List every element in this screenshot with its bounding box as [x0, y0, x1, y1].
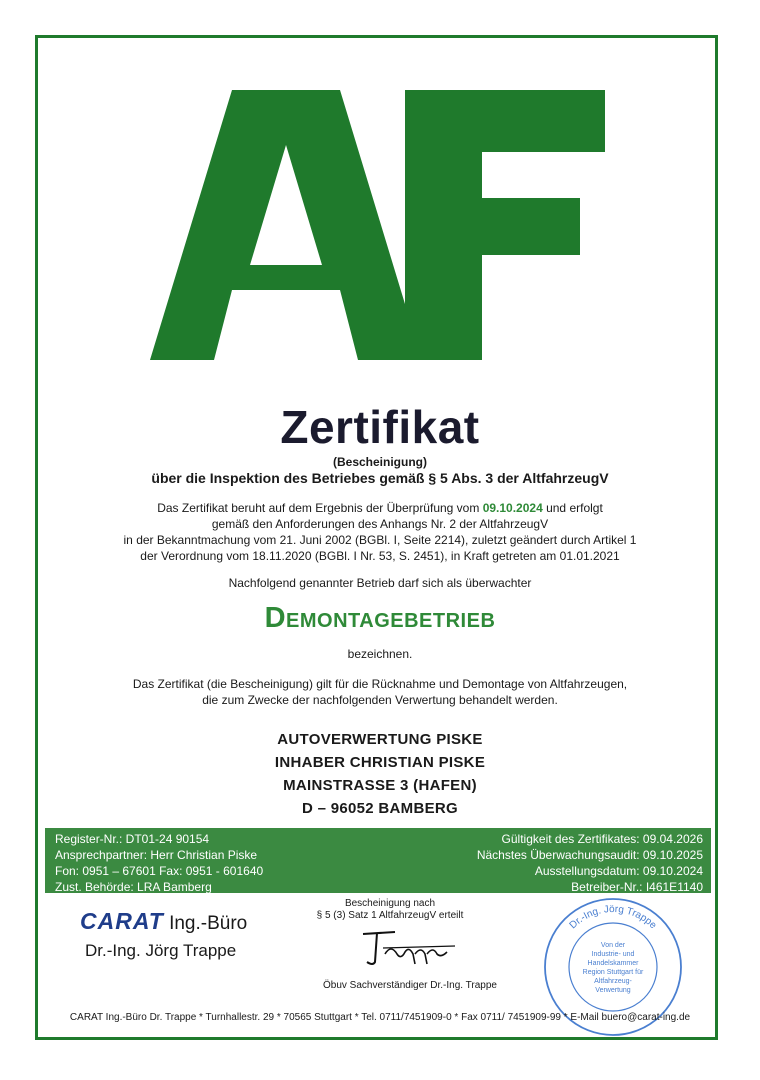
basis-paragraph	[40, 500, 720, 564]
stamp-center-line: Industrie- und	[591, 951, 635, 958]
stamp-center-line: Altfahrzeug-	[594, 978, 632, 985]
basis-line3: in der Bekanntmachung vom 21. Juni 2002 (BGBl. I, Seite 2214), zuletzt geändert durch Artikel 1	[123, 533, 637, 547]
register-number: Register-Nr.: DT01-24 90154	[55, 832, 210, 846]
company-name: AUTOVERWERTUNG PISKE	[277, 731, 483, 748]
intro-text: Nachfolgend genannter Betrieb darf sich als überwachter	[228, 576, 532, 590]
certification-note-line1: Bescheinigung nach	[344, 898, 436, 909]
operator-number: Betreiber-Nr.: I461E1140	[571, 880, 703, 894]
company-city: D – 96052 BAMBERG	[302, 800, 458, 817]
basis-line1-post: und erfolgt	[542, 501, 603, 515]
stamp-center-line: Region Stuttgart für	[582, 969, 644, 976]
stamp-center-line: Verwertung	[595, 987, 631, 994]
info-band	[45, 828, 711, 893]
phone-fax: Fon: 0951 – 67601 Fax: 0951 - 601640	[55, 864, 264, 878]
issue-date: Ausstellungsdatum: 09.10.2024	[534, 864, 703, 878]
company-owner: INHABER CHRISTIAN PISKE	[274, 754, 486, 771]
contact-person: Ansprechpartner: Herr Christian Piske	[55, 848, 258, 862]
authority: Zust. Behörde: LRA Bamberg	[55, 880, 212, 894]
scope-line2: die zum Zwecke der nachfolgenden Verwertung behandelt werden.	[202, 693, 558, 707]
af-logo	[150, 90, 610, 360]
subtitle-small: (Bescheinigung)	[332, 455, 427, 469]
basis-line1-pre: Das Zertifikat beruht auf dem Ergebnis der Überprüfung vom	[157, 501, 483, 515]
svg-text:Dr.-Ing. Jörg Trappe	[568, 904, 659, 932]
company-address	[40, 728, 720, 820]
subtitle-main: über die Inspektion des Betriebes gemäß § 5 Abs. 3 der AltfahrzeugV	[151, 470, 609, 486]
stamp-center-line: Handelskammer	[587, 960, 639, 967]
scope-paragraph	[40, 676, 720, 708]
carat-brand-suffix: Ing.-Büro	[163, 913, 248, 934]
handwritten-signature	[355, 928, 475, 968]
scope-line1: Das Zertifikat (die Bescheinigung) gilt für die Rücknahme und Demontage von Altfahrzeugen,	[132, 677, 628, 691]
footer-contact: CARAT Ing.-Büro Dr. Trappe * Turnhallestr. 29 * 70565 Stuttgart * Tel. 0711/7451909-0 * Fax 0711/ 7451909-99 * E-Mail buero@carat-ing.de	[69, 1012, 691, 1023]
company-street: MAINSTRASSE 3 (HAFEN)	[283, 777, 477, 794]
basis-line2: gemäß den Anforderungen des Anhangs Nr. 2 der AltfahrzeugV	[211, 517, 549, 531]
certificate-title: Zertifikat	[280, 401, 480, 453]
info-left	[55, 831, 263, 895]
carat-logo	[80, 908, 247, 935]
validity: Gültigkeit des Zertifikates: 09.04.2026	[501, 832, 703, 846]
basis-line4: der Verordnung vom 18.11.2020 (BGBl. I Nr. 53, S. 2451), in Kraft getreten am 01.01.2021	[140, 549, 620, 563]
inspection-date: 09.10.2024	[482, 501, 543, 515]
certification-note	[300, 898, 480, 922]
issuer-person: Dr.-Ing. Jörg Trappe	[85, 941, 237, 960]
info-right	[477, 831, 703, 895]
carat-brand: CARAT	[80, 908, 164, 934]
stamp-top-text: Dr.-Ing. Jörg Trappe	[567, 903, 659, 932]
signature-label: Öbuv Sachverständiger Dr.-Ing. Trappe	[323, 980, 497, 991]
designation-suffix: bezeichnen.	[347, 647, 413, 661]
designation: Demontagebetrieb	[264, 602, 496, 634]
stamp-center-line: Von der	[600, 942, 626, 949]
certification-note-line2: § 5 (3) Satz 1 AltfahrzeugV erteilt	[316, 910, 464, 921]
next-audit: Nächstes Überwachungsaudit: 09.10.2025	[476, 848, 703, 862]
